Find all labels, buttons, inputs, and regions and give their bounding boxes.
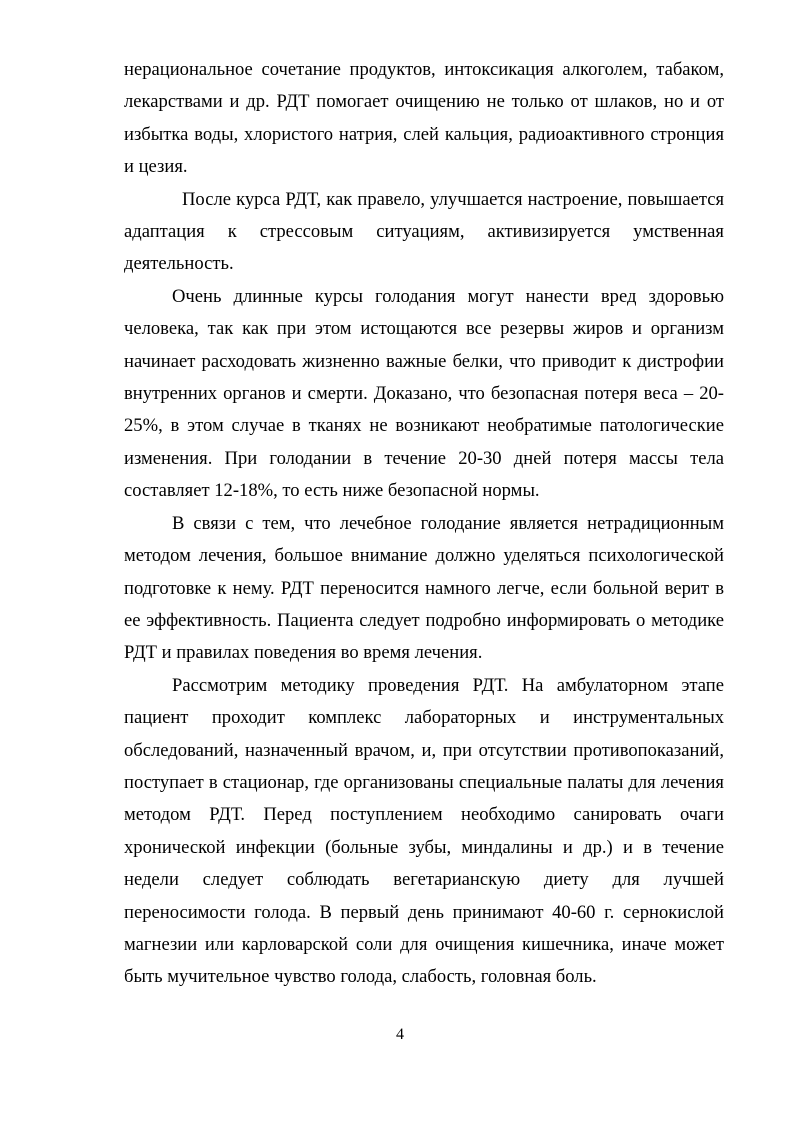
paragraph-3: Очень длинные курсы голодания могут нанести вред здоровью человека, так как при этом истощаются все резервы жиров и организм начинает расходовать жизненно важные белки, что приводит к дистрофии внутренних органов и смерти. Доказано, что безопасная потеря веса – 20-25%, в этом случае в тканях не возникают необратимые патологические изменения. При голодании в течение 20-30 дней потеря массы тела составляет 12-18%, то есть ниже безопасной нормы. [124,285,724,502]
body-text [124,54,724,994]
paragraph-5: Рассмотрим методику проведения РДТ. На амбулаторном этапе пациент проходит комплекс лабораторных и инструментальных обследований, назначенный врачом, и, при отсутствии противопоказаний, поступает в стационар, где организованы специальные палаты для лечения методом РДТ. Перед поступлением необходимо санировать очаги хронической инфекции (больные зубы, миндалины и др.) и в течение недели следует соблюдать вегетарианскую диету для лучшей переносимости голода. В первый день принимают 40-60 г. сернокислой магнезии или карловарской соли для очищения кишечника, иначе может быть мучительное чувство голода, слабость, головная боль. [124,674,724,988]
paragraph-2: После курса РДТ, как правело, улучшается настроение, повышается адаптация к стрессовым ситуациям, активизируется умственная деятельность. [124,188,724,275]
page-number: 4 [396,1026,404,1043]
paragraph-1: нерациональное сочетание продуктов, интоксикация алкоголем, табаком, лекарствами и др. РДТ помогает очищению не только от шлаков, но и от избытка воды, хлористого натрия, слей кальция, радиоактивного стронция и цезия. [124,59,724,178]
paragraph-4: В связи с тем, что лечебное голодание является нетрадиционным методом лечения, большое внимание должно уделяться психологической подготовке к нему. РДТ переносится намного легче, если больной верит в ее эффективность. Пациента следует подробно информировать о методике РДТ и правилах поведения во время лечения. [124,512,724,664]
